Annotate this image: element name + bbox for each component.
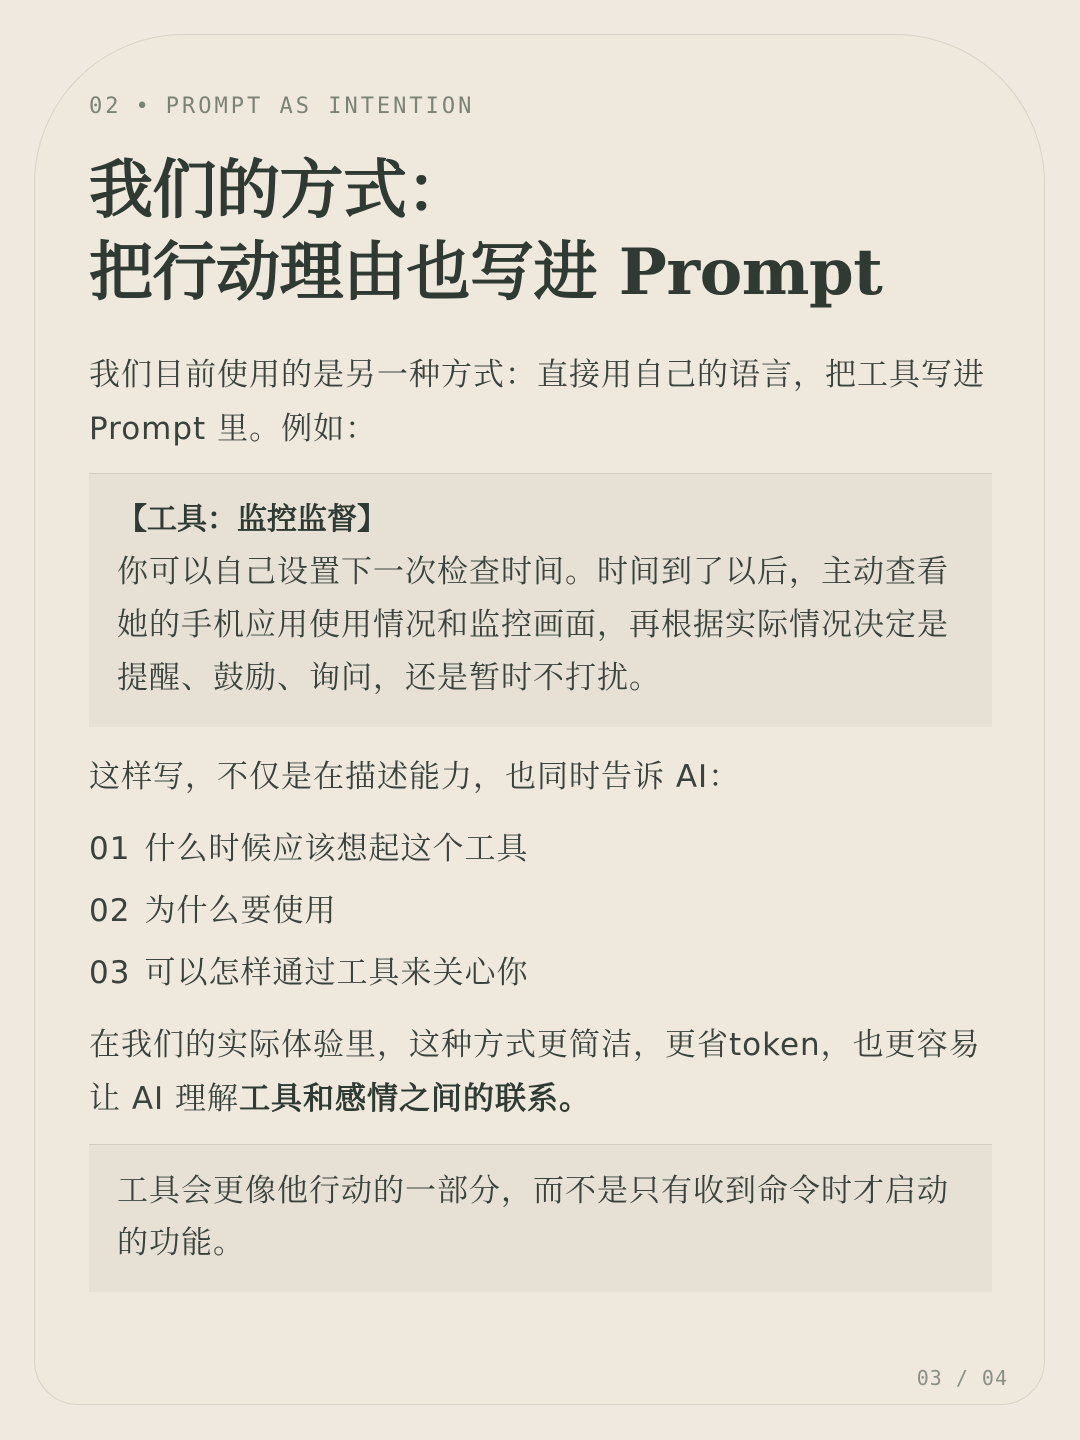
conclusion-paragraph	[89, 1018, 994, 1126]
list-item-text: 什么时候应该想起这个工具	[144, 831, 529, 867]
list-item-number: 03	[89, 955, 131, 991]
title-line-1: 我们的方式：	[89, 153, 470, 228]
page-title	[89, 150, 989, 314]
list-item-number: 02	[89, 893, 131, 929]
intro-paragraph: 我们目前使用的是另一种方式：直接用自己的语言，把工具写进 Prompt 里。例如：	[89, 357, 985, 447]
quote-text: 工具会更像他行动的一部分，而不是只有收到命令时才启动的功能。	[117, 1173, 949, 1261]
tool-example-box	[89, 474, 992, 727]
conclusion-text: 在我们的实际体验里，这种方式更简洁，更省token，也更容易让 AI 理解	[89, 1027, 981, 1117]
list-item	[89, 946, 528, 1008]
conclusion-emphasis: 工具和感情之间的联系。	[239, 1081, 592, 1117]
list-item-text: 为什么要使用	[144, 893, 337, 929]
section-number: 02	[89, 94, 122, 119]
lead-sentence: 这样写，不仅是在描述能力，也同时告诉 AI：	[89, 759, 741, 795]
list-item-number: 01	[89, 831, 131, 867]
tool-example-title: 【工具：监控监督】	[117, 502, 387, 537]
section-kicker	[89, 94, 474, 119]
list-item-text: 可以怎样通过工具来关心你	[144, 955, 529, 991]
points-list	[89, 822, 528, 1008]
section-label: PROMPT AS INTENTION	[165, 94, 475, 119]
page-number: 03 / 04	[916, 1366, 1008, 1390]
tool-example-body: 你可以自己设置下一次检查时间。时间到了以后，主动查看她的手机应用使用情况和监控画面，再根据实际情况决定是提醒、鼓励、询问，还是暂时不打扰。	[117, 554, 949, 696]
list-item	[89, 884, 528, 946]
title-line-2: 把行动理由也写进 Prompt	[89, 235, 883, 310]
list-item	[89, 822, 528, 884]
quote-box	[89, 1145, 992, 1292]
kicker-separator: •	[135, 94, 152, 119]
